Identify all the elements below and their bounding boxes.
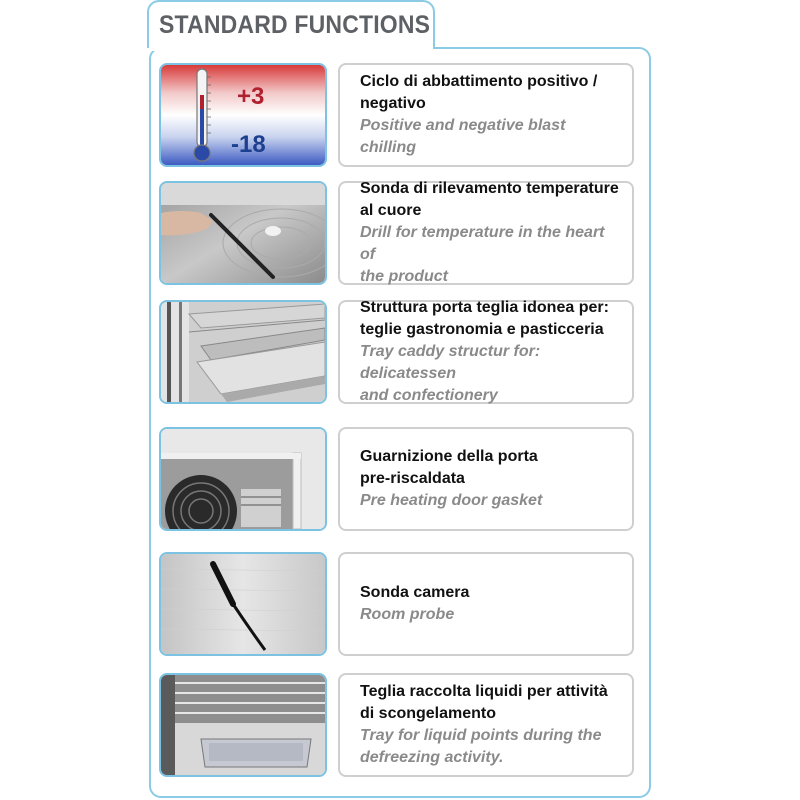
function-description: Sonda camera Room probe	[338, 552, 634, 656]
function-description: Ciclo di abbattimento positivo / negativo Positive and negative blast chilling	[338, 63, 634, 167]
temperature-minus-label: -18	[231, 131, 266, 158]
title-tab	[147, 0, 435, 48]
page-title: STANDARD FUNCTIONS	[159, 11, 431, 39]
function-description: Sonda di rilevamento temperature al cuore Drill for temperature in the heart of the product	[338, 181, 634, 285]
door-gasket-image	[159, 427, 327, 531]
function-description: Guarnizione della porta pre-riscaldata Pre heating door gasket	[338, 427, 634, 531]
defrost-tray-image	[159, 673, 327, 777]
function-description: Teglia raccolta liquidi per attività di scongelamento Tray for liquid points during the defreezing activity.	[338, 673, 634, 777]
thermometer-image	[159, 63, 327, 167]
tray-rack-image	[159, 300, 327, 404]
room-probe-image	[159, 552, 327, 656]
core-probe-image	[159, 181, 327, 285]
function-description: Struttura porta teglia idonea per: teglie gastronomia e pasticceria Tray caddy structur for: delicatessen and confectionery	[338, 300, 634, 404]
temperature-plus-label: +3	[237, 83, 265, 110]
